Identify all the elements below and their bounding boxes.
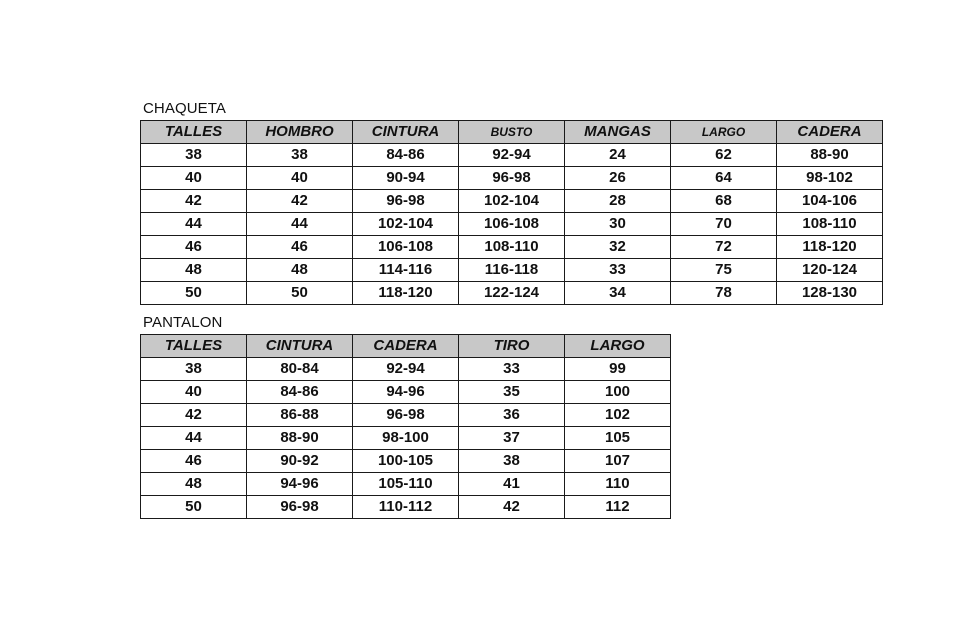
table-cell: 48 [141, 473, 247, 496]
table-row [141, 358, 671, 381]
table-cell: 34 [565, 282, 671, 305]
table-cell: 70 [671, 213, 777, 236]
table-cell: 44 [247, 213, 353, 236]
table-cell: 30 [565, 213, 671, 236]
table-row [141, 213, 883, 236]
chaqueta-size-table [140, 120, 883, 305]
pantalon-header-talles: TALLES [141, 335, 247, 358]
table-cell: 122-124 [459, 282, 565, 305]
table-row [141, 381, 671, 404]
table-cell: 88-90 [247, 427, 353, 450]
table-cell: 100-105 [353, 450, 459, 473]
pantalon-header-cadera: CADERA [353, 335, 459, 358]
table-cell: 90-92 [247, 450, 353, 473]
table-cell: 62 [671, 144, 777, 167]
pantalon-header-row [141, 335, 671, 358]
pantalon-title: PANTALON [143, 314, 223, 331]
table-cell: 44 [141, 427, 247, 450]
table-cell: 78 [671, 282, 777, 305]
table-cell: 26 [565, 167, 671, 190]
table-cell: 102-104 [353, 213, 459, 236]
table-cell: 98-100 [353, 427, 459, 450]
table-cell: 86-88 [247, 404, 353, 427]
table-row [141, 473, 671, 496]
table-cell: 48 [247, 259, 353, 282]
table-cell: 37 [459, 427, 565, 450]
table-cell: 42 [459, 496, 565, 519]
table-row [141, 450, 671, 473]
chaqueta-header-busto: BUSTO [459, 121, 565, 144]
table-cell: 96-98 [459, 167, 565, 190]
table-cell: 36 [459, 404, 565, 427]
table-row [141, 190, 883, 213]
chaqueta-header-talles: TALLES [141, 121, 247, 144]
table-cell: 50 [247, 282, 353, 305]
table-cell: 33 [565, 259, 671, 282]
chaqueta-header-largo: LARGO [671, 121, 777, 144]
chaqueta-header-cadera: CADERA [777, 121, 883, 144]
pantalon-header-cintura: CINTURA [247, 335, 353, 358]
table-cell: 75 [671, 259, 777, 282]
table-cell: 102-104 [459, 190, 565, 213]
chaqueta-header-cintura: CINTURA [353, 121, 459, 144]
table-cell: 46 [141, 450, 247, 473]
chaqueta-header-hombro: HOMBRO [247, 121, 353, 144]
pantalon-header-largo: LARGO [565, 335, 671, 358]
table-cell: 32 [565, 236, 671, 259]
table-cell: 128-130 [777, 282, 883, 305]
table-cell: 38 [247, 144, 353, 167]
table-cell: 42 [247, 190, 353, 213]
table-cell: 96-98 [353, 404, 459, 427]
table-cell: 116-118 [459, 259, 565, 282]
table-cell: 96-98 [353, 190, 459, 213]
table-cell: 42 [141, 190, 247, 213]
table-cell: 84-86 [247, 381, 353, 404]
table-cell: 46 [247, 236, 353, 259]
table-cell: 28 [565, 190, 671, 213]
table-cell: 105 [565, 427, 671, 450]
table-cell: 40 [141, 167, 247, 190]
table-cell: 108-110 [777, 213, 883, 236]
table-cell: 35 [459, 381, 565, 404]
table-row [141, 144, 883, 167]
table-cell: 41 [459, 473, 565, 496]
chaqueta-header-row [141, 121, 883, 144]
table-cell: 44 [141, 213, 247, 236]
table-cell: 99 [565, 358, 671, 381]
table-cell: 50 [141, 496, 247, 519]
table-cell: 100 [565, 381, 671, 404]
table-cell: 46 [141, 236, 247, 259]
table-cell: 84-86 [353, 144, 459, 167]
table-cell: 88-90 [777, 144, 883, 167]
table-cell: 96-98 [247, 496, 353, 519]
table-cell: 112 [565, 496, 671, 519]
table-row [141, 427, 671, 450]
table-cell: 114-116 [353, 259, 459, 282]
table-cell: 38 [141, 358, 247, 381]
table-cell: 40 [141, 381, 247, 404]
table-cell: 107 [565, 450, 671, 473]
table-cell: 24 [565, 144, 671, 167]
pantalon-header-tiro: TIRO [459, 335, 565, 358]
table-cell: 64 [671, 167, 777, 190]
table-cell: 102 [565, 404, 671, 427]
table-cell: 120-124 [777, 259, 883, 282]
table-row [141, 496, 671, 519]
table-cell: 110 [565, 473, 671, 496]
chaqueta-header-mangas: MANGAS [565, 121, 671, 144]
table-cell: 72 [671, 236, 777, 259]
table-cell: 98-102 [777, 167, 883, 190]
table-cell: 50 [141, 282, 247, 305]
table-cell: 80-84 [247, 358, 353, 381]
table-cell: 92-94 [459, 144, 565, 167]
table-cell: 40 [247, 167, 353, 190]
table-row [141, 282, 883, 305]
table-cell: 92-94 [353, 358, 459, 381]
table-row [141, 236, 883, 259]
table-cell: 94-96 [353, 381, 459, 404]
table-cell: 90-94 [353, 167, 459, 190]
table-cell: 118-120 [777, 236, 883, 259]
table-cell: 38 [459, 450, 565, 473]
table-cell: 110-112 [353, 496, 459, 519]
pantalon-size-table [140, 334, 671, 519]
table-cell: 105-110 [353, 473, 459, 496]
table-cell: 48 [141, 259, 247, 282]
table-cell: 42 [141, 404, 247, 427]
table-row [141, 259, 883, 282]
table-cell: 108-110 [459, 236, 565, 259]
table-row [141, 404, 671, 427]
table-cell: 118-120 [353, 282, 459, 305]
table-cell: 106-108 [459, 213, 565, 236]
table-cell: 38 [141, 144, 247, 167]
table-cell: 106-108 [353, 236, 459, 259]
table-cell: 104-106 [777, 190, 883, 213]
table-row [141, 167, 883, 190]
table-cell: 33 [459, 358, 565, 381]
chaqueta-title: CHAQUETA [143, 100, 227, 117]
table-cell: 94-96 [247, 473, 353, 496]
table-cell: 68 [671, 190, 777, 213]
